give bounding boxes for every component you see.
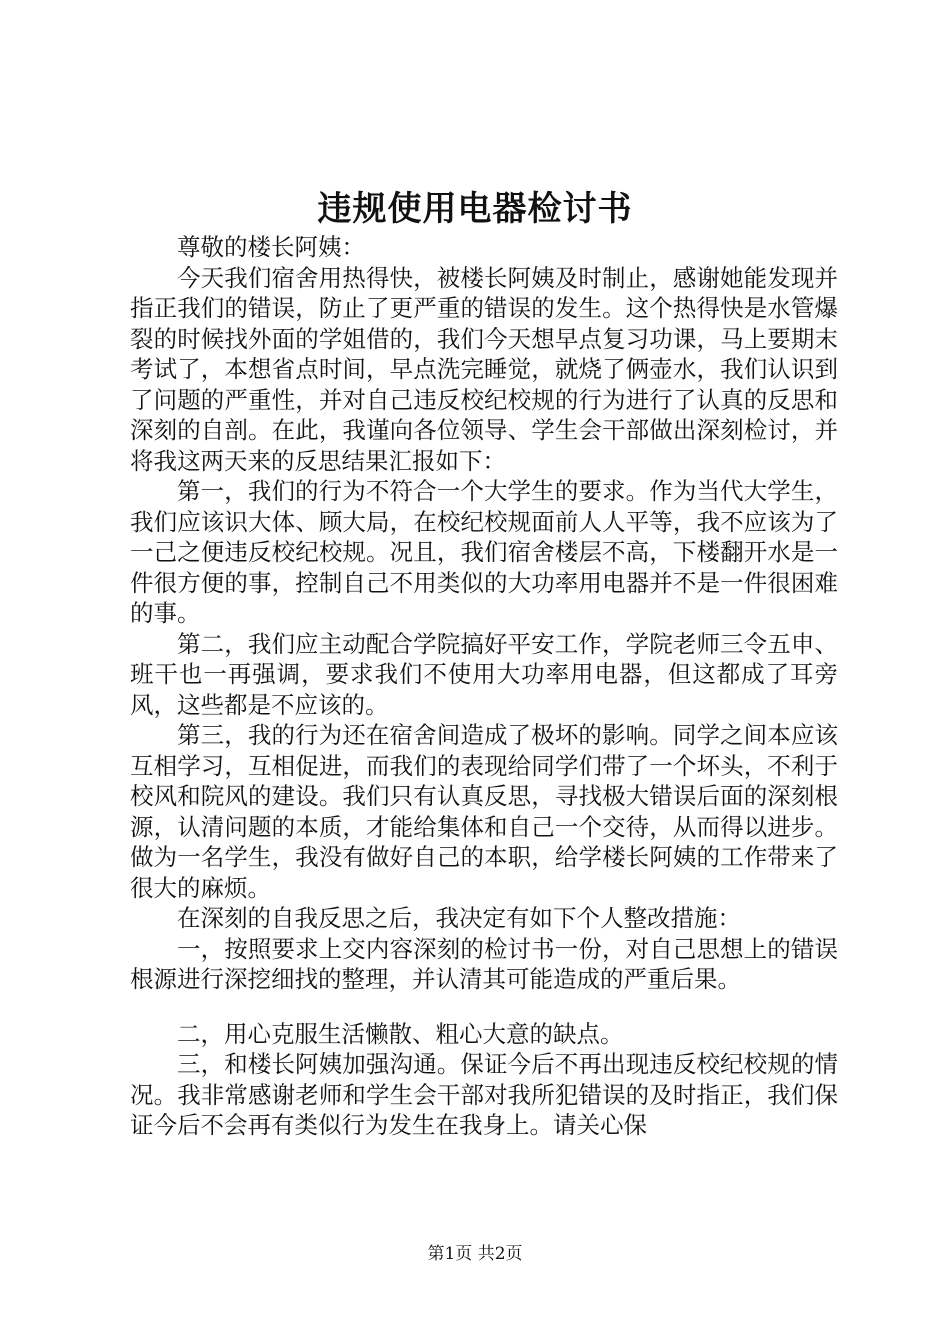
paragraph-third-point: 第三，我的行为还在宿舍间造成了极坏的影响。同学之间本应该互相学习，互相促进，而我们的表现给同学们带了一个坏头，不利于校风和院风的建设。我们只有认真反思，寻找极大错误后面的深刻根源，认清问题的本质，才能给集体和自己一个交待，从而得以进步。做为一名学生，我没有做好自己的本职，给学楼长阿姨的工作带来了很大的麻烦。 <box>130 721 838 902</box>
paragraph-intro: 今天我们宿舍用热得快，被楼长阿姨及时制止，感谢她能发现并指正我们的错误，防止了更严重的错误的发生。这个热得快是水管爆裂的时候找外面的学姐借的，我们今天想早点复习功课，马上要期末考试了，本想省点时间，早点洗完睡觉，就烧了俩壶水，我们认识到了问题的严重性，并对自己违反校纪校规的行为进行了认真的反思和深刻的自剖。在此，我谨向各位领导、学生会干部做出深刻检讨，并将我这两天来的反思结果汇报如下： <box>130 263 838 475</box>
paragraph-measure-two: 二，用心克服生活懒散、粗心大意的缺点。 <box>177 1019 624 1048</box>
paragraph-second-point: 第二，我们应主动配合学院搞好平安工作，学院老师三令五申、班干也一再强调，要求我们不使用大功率用电器，但这都成了耳旁风，这些都是不应该的。 <box>130 629 838 719</box>
page-number: 第1页 共2页 <box>427 1244 523 1264</box>
paragraph-first-point: 第一，我们的行为不符合一个大学生的要求。作为当代大学生，我们应该识大体、顾大局，在校纪校规面前人人平等，我不应该为了一己之便违反校纪校规。况且，我们宿舍楼层不高，下楼翻开水是一件很方便的事，控制自己不用类似的大功率用电器并不是一件很困难的事。 <box>130 477 838 627</box>
document-body <box>130 232 838 1141</box>
salutation: 尊敬的楼长阿姨： <box>177 233 365 261</box>
document-title: 违规使用电器检讨书 <box>317 189 633 229</box>
paragraph-measure-three: 三，和楼长阿姨加强沟通。保证今后不再出现违反校纪校规的情况。我非常感谢老师和学生会干部对我所犯错误的及时指正，我们保证今后不会再有类似行为发生在我身上。请关心保 <box>130 1050 838 1139</box>
paragraph-measures-intro: 在深刻的自我反思之后，我决定有如下个人整改措施： <box>177 904 741 932</box>
paragraph-measure-one: 一，按照要求上交内容深刻的检讨书一份，对自己思想上的错误根源进行深挖细找的整理，并认清其可能造成的严重后果。 <box>130 934 838 993</box>
